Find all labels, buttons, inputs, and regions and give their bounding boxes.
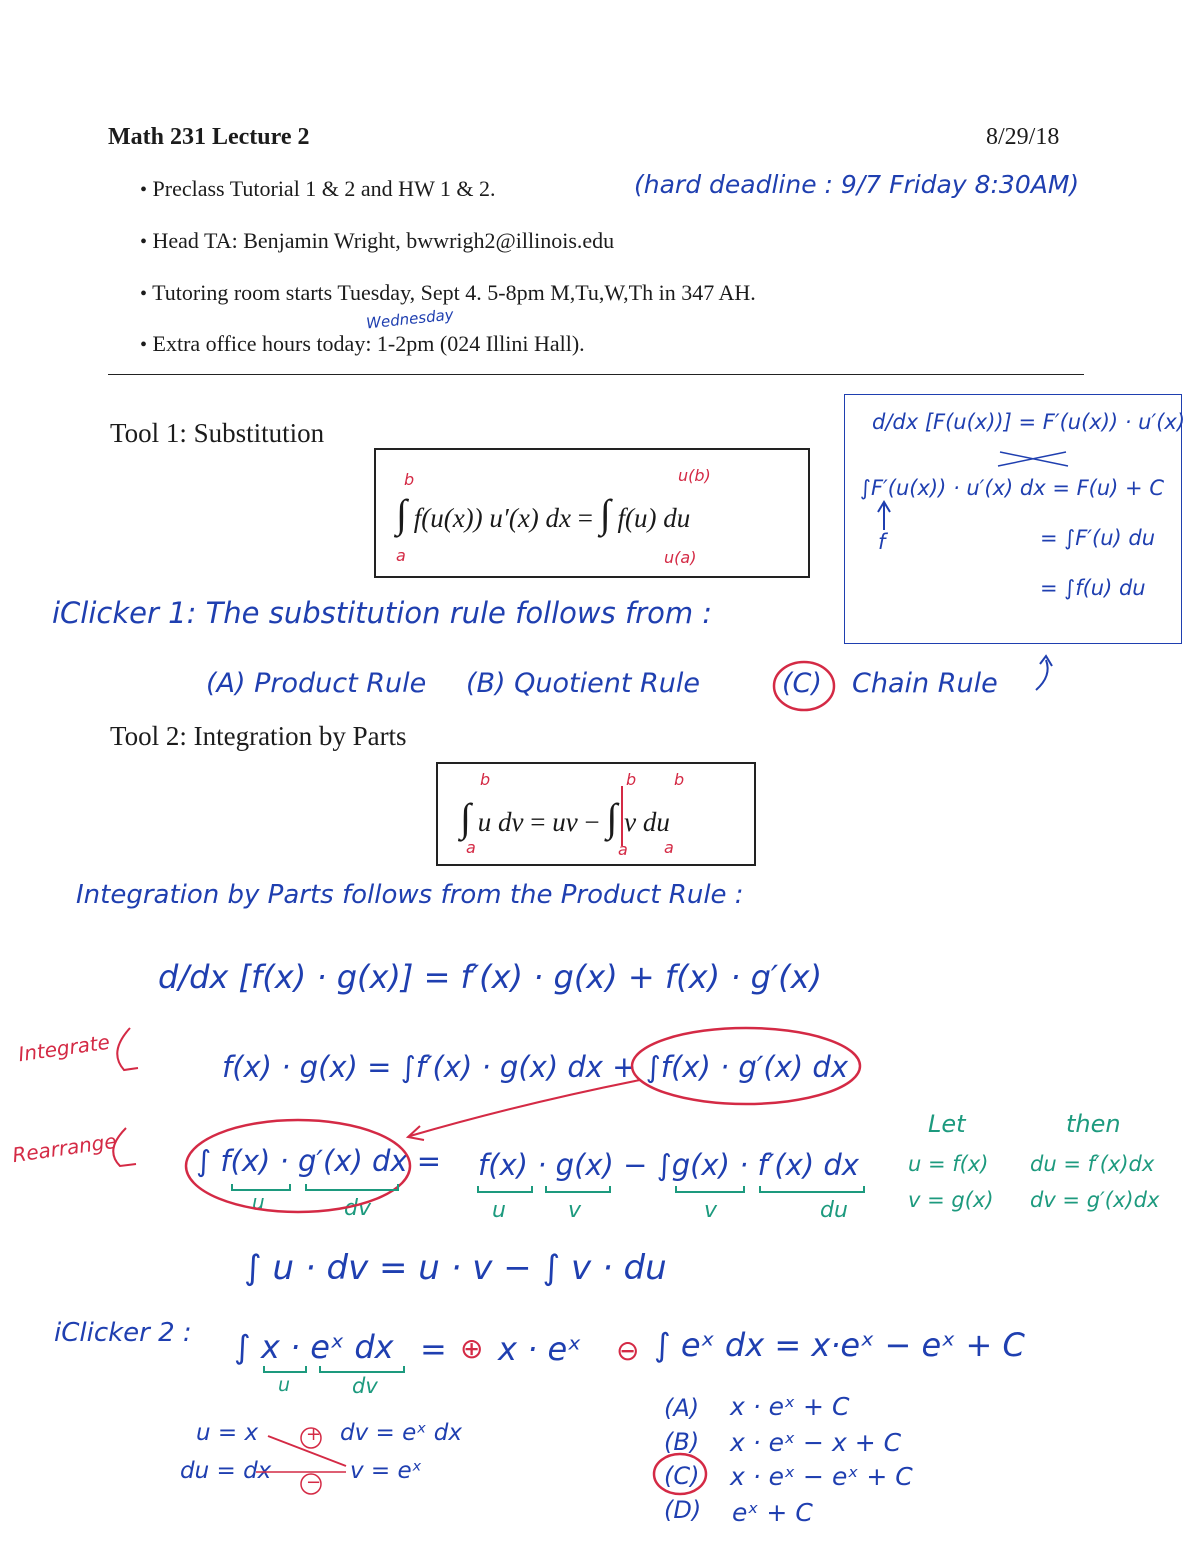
sign-circle-minus	[301, 1474, 321, 1494]
integral-sign: ∫	[606, 795, 618, 840]
rearrange-hook-icon	[113, 1128, 136, 1166]
label-u: u	[252, 1190, 265, 1214]
then-label: then	[1066, 1110, 1121, 1138]
bullet-dot: •	[140, 283, 148, 305]
limit-upper-ub: u(b)	[678, 466, 711, 485]
limit-lower-a: a	[396, 546, 406, 565]
side-line-1: d/dx [F(u(x))] = F′(u(x)) · u′(x)	[872, 410, 1186, 434]
substitution-rhs: f(u) du	[617, 503, 691, 533]
ibp-limit-a3: a	[664, 838, 674, 857]
iclicker2-eq: =	[420, 1330, 447, 1368]
iclicker2-option-d-letter: (D)	[664, 1496, 702, 1524]
table-u: u = x	[196, 1420, 259, 1446]
label-dv: dv	[344, 1196, 371, 1221]
limit-lower-ua: u(a)	[664, 548, 697, 567]
iclicker2-label: iClicker 2 :	[54, 1318, 192, 1348]
iclicker2-label-u: u	[278, 1374, 291, 1396]
iclicker2-term2: ∫ eˣ dx = x·eˣ − eˣ + C	[654, 1326, 1025, 1364]
side-up-arrow-icon	[878, 502, 890, 530]
table-dv: dv = eˣ dx	[340, 1420, 462, 1446]
ibp-limit-a2: a	[618, 840, 628, 859]
bullet-2-text: Head TA: Benjamin Wright, bwwrigh2@illinois.edu	[152, 228, 615, 253]
bullet-4-text: Extra office hours today: 1-2pm (024 Illini Hall).	[152, 331, 585, 356]
circle-answer-c2	[654, 1454, 706, 1494]
ibp-limit-b1: b	[480, 770, 491, 789]
general-ibp-line: ∫ u · dv = u · v − ∫ v · du	[244, 1248, 667, 1288]
circle-answer-c1	[774, 662, 834, 710]
iclicker2-option-b-text: x · eˣ − x + C	[730, 1428, 902, 1457]
bullet-3-text: Tutoring room starts Tuesday, Sept 4. 5-8pm M,Tu,W,Th in 347 AH.	[152, 280, 756, 305]
label-du: du	[820, 1198, 848, 1223]
rearranged-rhs: f(x) · g(x) − ∫g(x) · f′(x) dx	[478, 1148, 859, 1182]
iclicker2-option-b-letter: (B)	[664, 1428, 700, 1456]
rearrange-label: Rearrange	[10, 1128, 119, 1168]
wednesday-note: Wednesday	[365, 305, 455, 333]
integral-sign: ∫	[599, 491, 611, 536]
iclicker2-plus-sign: ⊕	[460, 1332, 484, 1365]
underbrace-u	[232, 1184, 290, 1190]
lecture-date: 8/29/18	[986, 124, 1060, 150]
ibp-lhs: u dv	[477, 807, 524, 837]
iclicker1-prompt: iClicker 1: The substitution rule follows from :	[52, 596, 713, 630]
let-u: u = f(x)	[908, 1152, 989, 1176]
iclicker2-minus-sign: ⊖	[616, 1334, 640, 1367]
let-v: v = g(x)	[908, 1188, 994, 1212]
iclicker2-term1: x · eˣ	[498, 1330, 582, 1368]
side-line-2: ∫F′(u(x)) · u′(x) dx = F(u) + C	[860, 476, 1164, 500]
iclicker2-integral: ∫ x · eˣ dx	[234, 1328, 394, 1366]
iclicker2-option-c-text: x · eˣ − eˣ + C	[730, 1462, 913, 1491]
iclicker2-label-dv: dv	[352, 1374, 378, 1398]
ibp-heading: Integration by Parts follows from the Product Rule :	[76, 880, 744, 910]
tabular-diagonal	[268, 1436, 346, 1466]
side-line-4: = ∫f(u) du	[1040, 576, 1146, 600]
underbrace-x	[264, 1366, 306, 1372]
bullet-dot: •	[140, 179, 148, 201]
ibp-limit-b2: b	[626, 770, 637, 789]
table-v: v = eˣ	[350, 1458, 422, 1484]
bullet-dot: •	[140, 231, 148, 253]
ibp-limit-b3: b	[674, 770, 685, 789]
iclicker1-option-b: (B) Quotient Rule	[466, 668, 701, 699]
side-swap-arrows-icon	[998, 452, 1068, 466]
iclicker2-option-a-letter: (A)	[664, 1394, 700, 1422]
underbrace-v2	[676, 1186, 744, 1192]
tool2-title: Tool 2: Integration by Parts	[110, 721, 407, 751]
iclicker2-option-c-letter: (C)	[664, 1462, 700, 1490]
underbrace-v	[546, 1186, 610, 1192]
underbrace-du	[760, 1186, 864, 1192]
integrate-label: Integrate	[16, 1029, 112, 1067]
integral-sign: ∫	[396, 491, 407, 536]
tool1-title: Tool 1: Substitution	[110, 418, 325, 448]
connect-arrow-icon	[410, 1080, 640, 1136]
side-arrow-label: f	[878, 530, 886, 554]
let-label: Let	[928, 1110, 966, 1138]
then-dv: dv = g′(x)dx	[1030, 1188, 1160, 1212]
bullet-dot: •	[140, 334, 148, 356]
iclicker1-option-a: (A) Product Rule	[206, 668, 427, 699]
underbrace-dv	[306, 1184, 398, 1190]
table-sign-plus: +	[306, 1424, 322, 1445]
iclicker2-option-d-text: eˣ + C	[732, 1498, 813, 1527]
substitution-lhs: f(u(x)) u′(x) dx	[413, 503, 572, 533]
iclicker2-option-a-text: x · eˣ + C	[730, 1392, 850, 1421]
integrate-hook-icon	[117, 1028, 138, 1070]
label-v: v	[568, 1198, 582, 1223]
then-du: du = f′(x)dx	[1030, 1152, 1155, 1176]
integral-sign: ∫	[460, 795, 471, 840]
ibp-minus: −	[584, 807, 600, 837]
ibp-rhs: v du	[624, 807, 670, 837]
circle-fgprime-lhs	[186, 1120, 410, 1212]
ibp-equals: =	[530, 807, 546, 837]
deadline-note: (hard deadline : 9/7 Friday 8:30AM)	[634, 170, 1080, 199]
table-du: du = dx	[180, 1458, 272, 1484]
arrow-chain-to-box-icon	[1036, 660, 1048, 690]
bullet-1-text: Preclass Tutorial 1 & 2 and HW 1 & 2.	[152, 176, 496, 201]
integrate-line: f(x) · g(x) = ∫f′(x) · g(x) dx + ∫f(x) · g′(x) dx	[222, 1050, 848, 1084]
substitution-equals: =	[577, 503, 594, 533]
ibp-limit-a1: a	[466, 838, 476, 857]
ibp-uv: uv	[552, 807, 578, 837]
circle-fgprime-top	[632, 1028, 860, 1104]
table-sign-minus: −	[306, 1472, 322, 1493]
underbrace-exdx	[320, 1366, 404, 1372]
sign-circle-plus	[301, 1428, 321, 1448]
rearranged-lhs: ∫ f(x) · g′(x) dx =	[196, 1144, 442, 1178]
underbrace-u2	[478, 1186, 532, 1192]
lecture-title: Math 231 Lecture 2	[108, 124, 310, 150]
label-u2: u	[492, 1198, 506, 1223]
iclicker1-option-c: Chain Rule	[852, 668, 998, 699]
side-line-3: = ∫F′(u) du	[1040, 526, 1156, 550]
limit-upper-b: b	[404, 470, 415, 489]
iclicker1-option-c-letter: (C)	[782, 668, 822, 699]
label-v2: v	[704, 1198, 718, 1223]
product-rule-line: d/dx [f(x) · g(x)] = f′(x) · g(x) + f(x) · g′(x)	[158, 958, 823, 996]
